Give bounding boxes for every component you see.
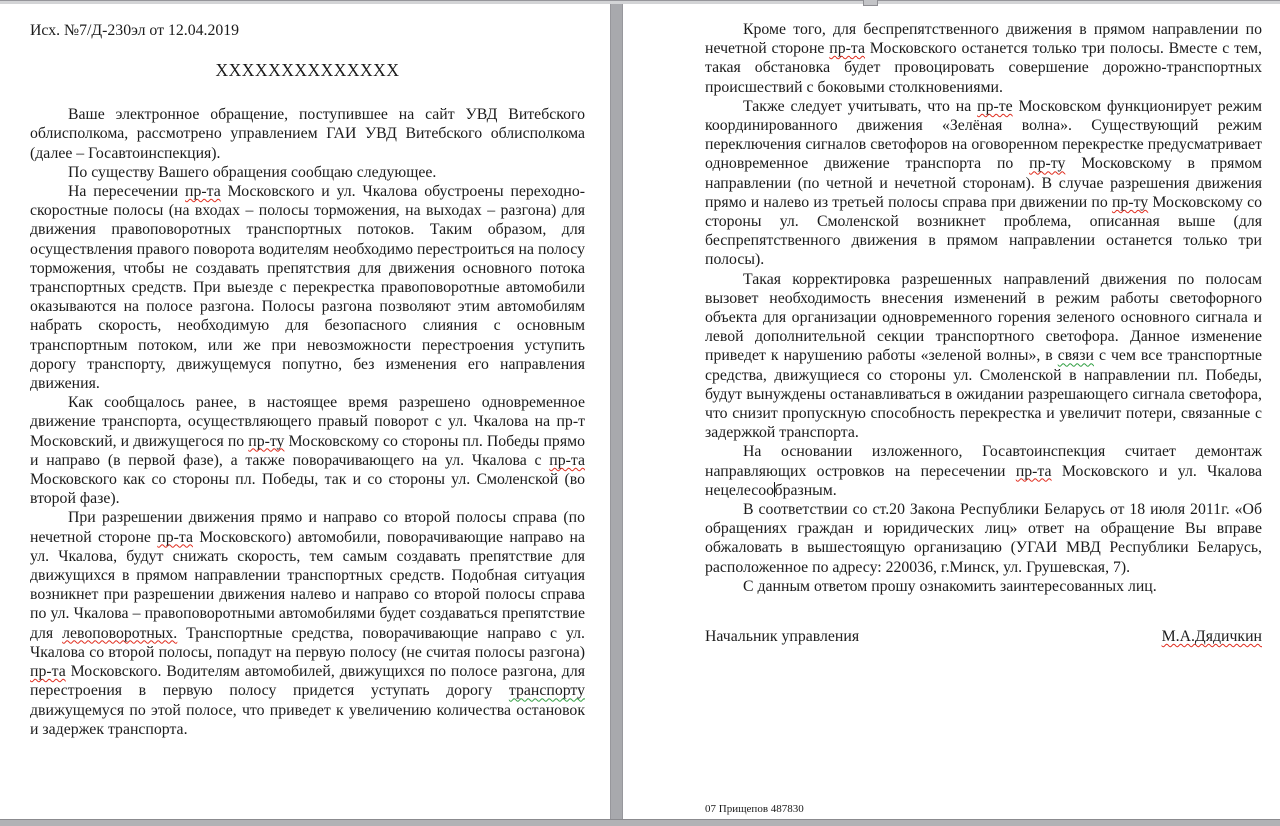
text-run: Московскому со стороны ул. Смоленской возникнет проблема, описанная выше (для беспрепятственного движения в прямом направлении останется только три полосы). [705, 193, 1263, 269]
text-run: В соответствии со ст.20 Закона Республики Беларусь от 18 июля 2011г. «Об обращениях граждан и юридических лиц» ответ на обращение Вы вправе обжаловать в вышестоящую организацию (УГАИ МВД Республики Беларусь, расположенное по адресу: 220036, г.Минск, ул. Грушевская, 7). [705, 501, 1262, 576]
signer-name[interactable]: М.А.Дядичкин [1161, 628, 1262, 646]
text-run: бразным. [774, 481, 837, 499]
text-run: с чем все транспортные средства, движущиеся со стороны ул. Смоленской в направлении пл. Победы, будут вынуждены останавливаться в ожидании разрешающего сигнала светофора, что снизит пропускную способность перекрестка и увеличит потери, связанные с задержкой транспорта. [705, 347, 1262, 442]
spell-error-underline: пр-ту [1111, 193, 1149, 211]
spell-error-underline: пр-ту [248, 432, 285, 450]
text-run: Московского и ул. Чкалова нецелесоо [705, 462, 1262, 499]
document-page-1[interactable] [0, 4, 610, 819]
window-top-edge [0, 0, 1280, 4]
text-run: Также следует учитывать, что на [743, 97, 978, 115]
page-gap-divider [610, 0, 623, 826]
paragraph[interactable] [30, 105, 585, 163]
text-run: Транспортные средства, поворачивающие направо с ул. Чкалова со второй полосы, попадут на первую полосу (не считая полосы разгона) [30, 624, 585, 661]
text-run: При разрешении движения прямо и направо со второй полосы справа (по нечетной стороне [30, 509, 585, 546]
top-widget-icon[interactable] [863, 0, 878, 6]
spell-error-underline: пр-та [549, 451, 585, 469]
paragraph[interactable] [30, 393, 585, 508]
spell-error-underline: пр-та [829, 40, 865, 58]
text-run: Кроме того, для беспрепятственного движения в прямом направлении по нечетной стороне [705, 21, 1262, 58]
page-1-body [30, 105, 585, 739]
spell-error-underline: пр-та [30, 663, 66, 681]
spell-error-underline: пр-та [1015, 462, 1052, 480]
outgoing-ref-number[interactable]: Исх. №7/Д-230эл от 12.04.2019 [30, 22, 240, 39]
paragraph[interactable] [30, 182, 585, 393]
text-run: Московского останется только три полосы. Вместе с тем, такая обстановка будет провоцировать совершение дорожно-транспортных происшествий с боковыми столкновениями. [705, 40, 1262, 96]
page-2-body [705, 20, 1262, 596]
paragraph[interactable] [705, 97, 1262, 270]
text-run: Как сообщалось ранее, в настоящее время разрешено одновременное движение транспорта, осуществляющего правый поворот с ул. Чкалова на пр-т Московский, и движущегося по [30, 394, 585, 450]
text-run: Московском функционирует режим координированного движения «Зелёная волна». Существующий режим переключения сигналов светофоров на оговоренном перекрестке предусматривает одновременное движение транспорта по [705, 97, 1262, 173]
executor-footer-note[interactable]: 07 Прищепов 487830 [705, 803, 804, 815]
text-run: Московского и ул. Чкалова обустроены переходно-скоростные полосы (на входах – полосы торможения, на выходах – разгона) для движения правоповоротных транспортных потоков. Таким образом, для осуществления правого поворота водителям необходимо перестроиться на полосу торможения, чтобы не создавать препятствия для движения основного потока транспортных средств. При выезде с перекрестка правоповоротные автомобили оказываются на полосе разгона. Полосы разгона позволяют этим автомобилям набрать скорость, необходимую для безопасного слияния с основным транспортным потоком, или же при невозможности перестроения уступить дорогу транспорту, движущемуся попутно, без изменения его направления движения. [30, 183, 585, 393]
window-bottom-edge [0, 819, 1280, 826]
signature-block [705, 627, 1262, 646]
text-run: По существу Вашего обращения сообщаю следующее. [68, 163, 437, 181]
spell-error-underline: пр-ту [1029, 155, 1066, 173]
paragraph[interactable] [30, 163, 585, 182]
paragraph[interactable] [705, 20, 1262, 97]
spell-error-underline: пр-та [185, 183, 221, 201]
text-run: Московского) автомобили, поворачивающие направо на ул. Чкалова, будут снижать скорость, тем самым создавать препятствие для движущихся в прямом направлении транспортных средств. Подобная ситуация возникнет при разрешении движения налево и направо со второй полосы справа по ул. Чкалова – правоповоротными автомобилями будет создаваться препятствие для [30, 528, 585, 642]
document-page-2[interactable] [623, 4, 1280, 819]
paragraph[interactable] [30, 508, 585, 738]
spell-error-underline: левоповоротных. [62, 624, 178, 642]
paragraph[interactable] [705, 500, 1262, 577]
signer-position[interactable]: Начальник управления [705, 628, 860, 646]
grammar-error-underline: связи [1057, 347, 1094, 365]
paragraph[interactable] [705, 270, 1262, 443]
text-run: С данным ответом прошу ознакомить заинтересованных лиц. [743, 577, 1157, 595]
text-run: Такая корректировка разрешенных направлений движения по полосам вызовет необходимость внесения изменений в режим работы светофорного объекта для организации одновременного горения зеленого основного сигнала и левой дополнительной секции транспортного светофора. Данное изменение приведет к нарушению работы «зеленой волны», в [705, 270, 1262, 365]
addressee-placeholder-title[interactable]: ХХХХХХХХХХХХХХ [215, 60, 400, 81]
grammar-error-underline: транспорту [508, 682, 585, 700]
text-run: На пересечении [68, 183, 186, 201]
spell-error-underline: пр-те [977, 97, 1013, 115]
text-run: Московскому со стороны пл. Победы прямо и направо (в первой фазе), а также поворачивающего на ул. Чкалова с [30, 432, 585, 469]
text-run: движущемуся по этой полосе, что приведет к увеличению количества остановок и задержек транспорта. [30, 701, 585, 738]
paragraph[interactable] [705, 577, 1262, 596]
text-run: Московскому в прямом направлении (по четной и нечетной сторонам). В случае разрешения движения прямо и налево из третьей полосы справа при движении по [705, 155, 1263, 211]
text-run: Московского как со стороны пл. Победы, так и со стороны ул. Смоленской (во второй фазе). [30, 471, 585, 508]
text-run: Московского. Водителям автомобилей, движущихся по полосе разгона, для перестроения в первую полосу придется уступать дорогу [30, 663, 585, 700]
paragraph[interactable] [705, 442, 1262, 500]
spell-error-underline: пр-та [157, 528, 193, 546]
text-run: Ваше электронное обращение, поступившее на сайт УВД Витебского облисполкома, рассмотрено управлением ГАИ УВД Витебского облисполкома (далее – Госавтоинспекция). [30, 106, 585, 162]
text-run: На основании изложенного, Госавтоинспекция считает демонтаж направляющих островков на пересечении [705, 443, 1262, 480]
